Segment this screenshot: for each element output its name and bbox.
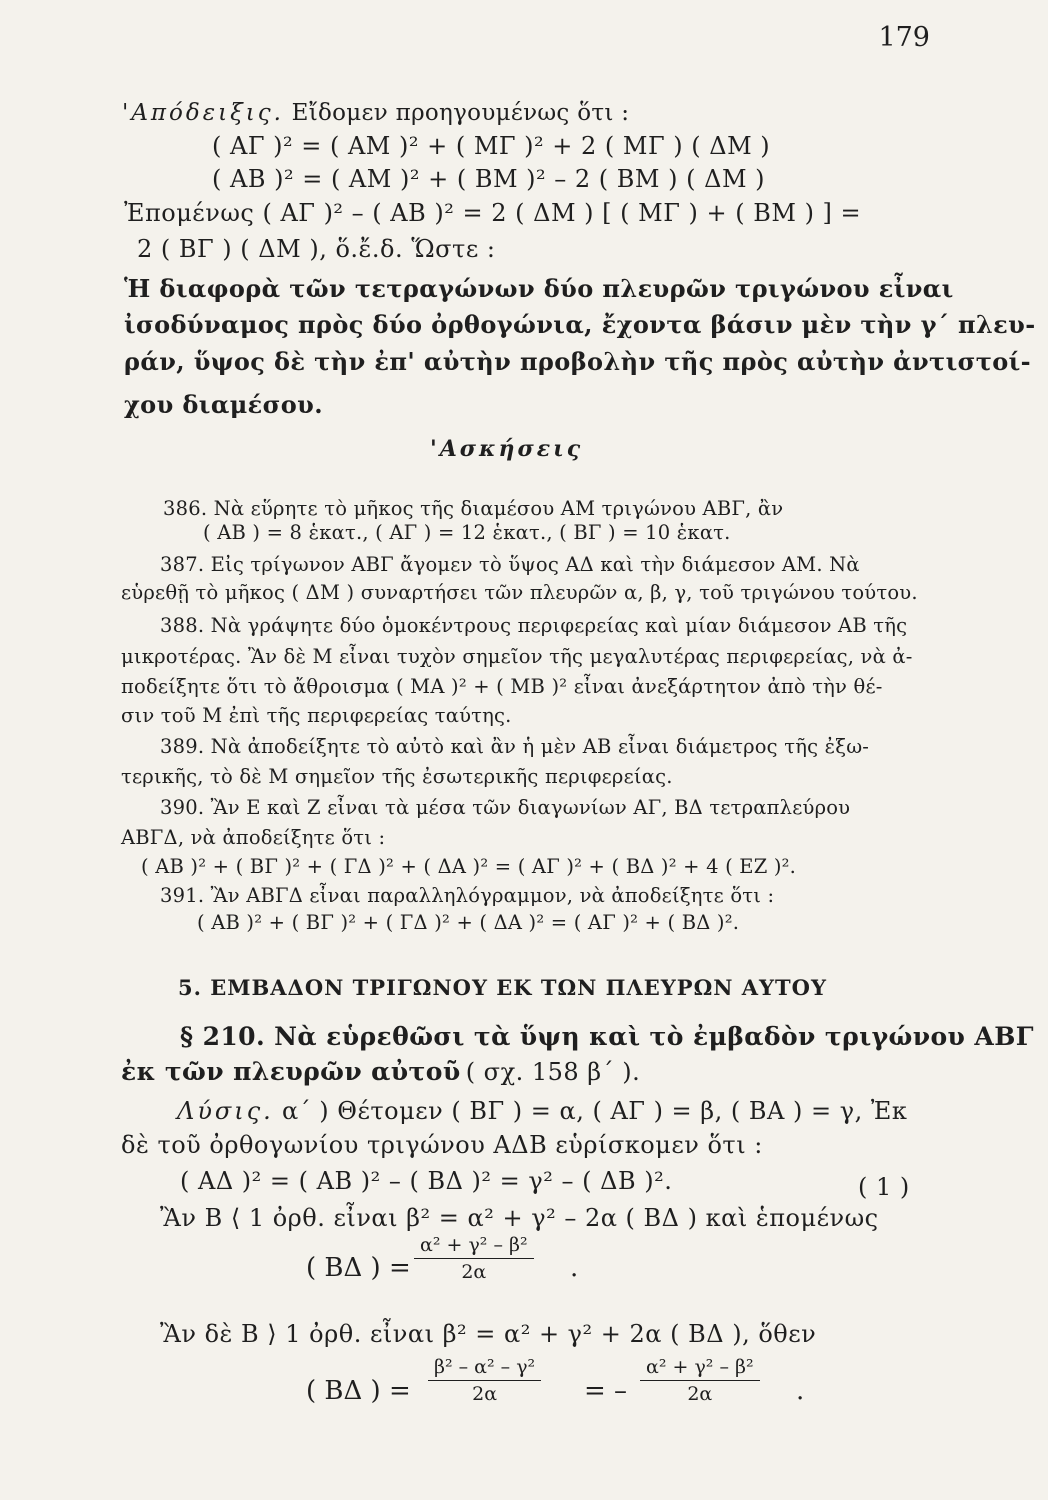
fraction-2a (428, 1356, 541, 1405)
theorem-line-4: χου διαμέσου. (124, 390, 323, 419)
exercise-line: 391. Ἂν ΑΒΓΔ εἶναι παραλληλόγραμμον, νὰ ἀποδείξητε ὅτι : (160, 884, 775, 907)
solution-label: Λύσις. (177, 1097, 274, 1125)
theorem-line-2: ἰσοδύναμος πρὸς δύο ὀρθογώνια, ἔχοντα βάσιν μὲν τὴν γ΄ πλευ- (124, 310, 1036, 339)
solution-line-4: Ἂν Β ⟨ 1 ὀρθ. εἶναι β² = α² + γ² – 2α ( ΒΔ ) καὶ ἑπομένως (160, 1204, 879, 1232)
fraction-2b (640, 1356, 760, 1405)
section-title: 5. ΕΜΒΑΔΟΝ ΤΡΙΓΩΝΟΥ ΕΚ ΤΩΝ ΠΛΕΥΡΩΝ ΑΥΤΟΥ (178, 975, 827, 1000)
proof-equation-2: ( ΑΒ )² = ( ΑΜ )² + ( ΒΜ )² – 2 ( ΒΜ ) ( ΔΜ ) (212, 165, 766, 193)
exercise-line: 386. Νὰ εὕρητε τὸ μῆκος τῆς διαμέσου ΑΜ τριγώνου ΑΒΓ, ἂν (163, 497, 784, 520)
figure-reference: ( σχ. 158 β΄ ). (465, 1058, 641, 1086)
exercise-line: ποδείξητε ὅτι τὸ ἄθροισμα ( ΜΑ )² + ( ΜΒ )² εἶναι ἀνεξάρτητον ἀπὸ τὴν θέ- (121, 675, 883, 698)
exercise-line: εὑρεθῇ τὸ μῆκος ( ΔΜ ) συναρτήσει τῶν πλευρῶν α, β, γ, τοῦ τριγώνου τούτου. (121, 581, 918, 604)
exercise-line: τερικῆς, τὸ δὲ Μ σημεῖον τῆς ἐσωτερικῆς περιφερείας. (121, 765, 673, 788)
exercise-line: ΑΒΓΔ, νὰ ἀποδείξητε ὅτι : (121, 826, 386, 849)
section-paragraph-2 (121, 1057, 640, 1086)
exercise-line: 389. Νὰ ἀποδείξητε τὸ αὐτὸ καὶ ἂν ἡ μὲν ΑΒ εἶναι διάμετρος τῆς ἐξω- (160, 735, 870, 758)
fraction-2b-bar (640, 1380, 760, 1381)
exercise-line: ( ΑΒ )² + ( ΒΓ )² + ( ΓΔ )² + ( ΔΑ )² = ( ΑΓ )² + ( ΒΔ )². (197, 911, 740, 934)
section-paragraph-2-bold: ἐκ τῶν πλευρῶν αὐτοῦ (121, 1057, 461, 1086)
fraction-1-lhs: ( ΒΔ ) = (306, 1253, 411, 1283)
fraction-2b-numerator: α² + γ² – β² (646, 1356, 754, 1378)
fraction-1-numerator: α² + γ² – β² (420, 1234, 528, 1256)
proof-intro-text: Εἴδομεν προηγουμένως ὅτι : (291, 100, 630, 126)
exercise-line: 388. Νὰ γράψητε δύο ὁμοκέντρους περιφερείας καὶ μίαν διάμεσον ΑΒ τῆς (160, 614, 908, 637)
exercises-heading: 'Ασκήσεις (430, 436, 584, 462)
solution-line-1-text: α΄ ) Θέτομεν ( ΒΓ ) = α, ( ΑΓ ) = β, ( ΒΑ ) = γ, Ἐκ (281, 1097, 908, 1125)
fraction-1-end: . (570, 1253, 579, 1283)
exercise-line: ( ΑΒ ) = 8 ἑκατ., ( ΑΓ ) = 12 ἑκατ., ( ΒΓ ) = 10 ἑκατ. (203, 521, 731, 544)
fraction-1-bar (414, 1258, 534, 1259)
solution-line-1 (177, 1097, 907, 1125)
fraction-2-lhs: ( ΒΔ ) = (306, 1376, 411, 1406)
exercise-line: σιν τοῦ Μ ἐπὶ τῆς περιφερείας ταύτης. (121, 704, 512, 727)
fraction-1-denominator: 2α (461, 1261, 487, 1283)
proof-equation-3: Ἐπομένως ( ΑΓ )² – ( ΑΒ )² = 2 ( ΔΜ ) [ ( ΜΓ ) + ( ΒΜ ) ] = (124, 199, 862, 227)
fraction-2a-bar (428, 1380, 541, 1381)
solution-line-5: Ἂν δὲ Β ⟩ 1 ὀρθ. εἶναι β² = α² + γ² + 2α ( ΒΔ ), ὅθεν (160, 1320, 817, 1348)
proof-label: 'Απόδειξις. (122, 100, 284, 126)
exercise-line: μικροτέρας. Ἂν δὲ Μ εἶναι τυχὸν σημεῖον τῆς μεγαλυτέρας περιφερείας, νὰ ἀ- (121, 645, 913, 668)
theorem-line-1: Ἡ διαφορὰ τῶν τετραγώνων δύο πλευρῶν τριγώνου εἶναι (124, 274, 954, 303)
fraction-2a-denominator: 2α (472, 1383, 498, 1405)
exercise-line: ( ΑΒ )² + ( ΒΓ )² + ( ΓΔ )² + ( ΔΑ )² = ( ΑΓ )² + ( ΒΔ )² + 4 ( ΕΖ )². (141, 855, 797, 878)
theorem-line-3: ράν, ὕψος δὲ τὴν ἐπ' αὐτὴν προβολὴν τῆς πρὸς αὐτὴν ἀντιστοί- (124, 347, 1032, 376)
fraction-2-middle: = – (584, 1376, 628, 1406)
fraction-2b-denominator: 2α (687, 1383, 713, 1405)
fraction-1 (414, 1234, 534, 1283)
fraction-2-end: . (796, 1376, 805, 1406)
section-paragraph-1: § 210. Νὰ εὑρεθῶσι τὰ ὕψη καὶ τὸ ἐμβαδὸν τριγώνου ΑΒΓ (180, 1022, 1034, 1051)
equation-tag-1: ( 1 ) (858, 1173, 910, 1201)
solution-line-2: δὲ τοῦ ὀρθογωνίου τριγώνου ΑΔΒ εὑρίσκομεν ὅτι : (121, 1131, 763, 1159)
solution-equation-1: ( ΑΔ )² = ( ΑΒ )² – ( ΒΔ )² = γ² – ( ΔΒ )². (180, 1167, 673, 1195)
proof-equation-4: 2 ( ΒΓ ) ( ΔΜ ), ὅ.ἔ.δ. Ὥστε : (137, 235, 496, 263)
fraction-2a-numerator: β² – α² – γ² (434, 1356, 536, 1378)
exercise-line: 387. Εἰς τρίγωνον ΑΒΓ ἄγομεν τὸ ὕψος ΑΔ καὶ τὴν διάμεσον ΑΜ. Νὰ (160, 553, 860, 576)
proof-intro (122, 100, 629, 126)
exercise-line: 390. Ἂν Ε καὶ Ζ εἶναι τὰ μέσα τῶν διαγωνίων ΑΓ, ΒΔ τετραπλεύρου (160, 796, 851, 819)
proof-equation-1: ( ΑΓ )² = ( ΑΜ )² + ( ΜΓ )² + 2 ( ΜΓ ) ( ΔΜ ) (212, 132, 771, 160)
page-number: 179 (878, 22, 930, 53)
